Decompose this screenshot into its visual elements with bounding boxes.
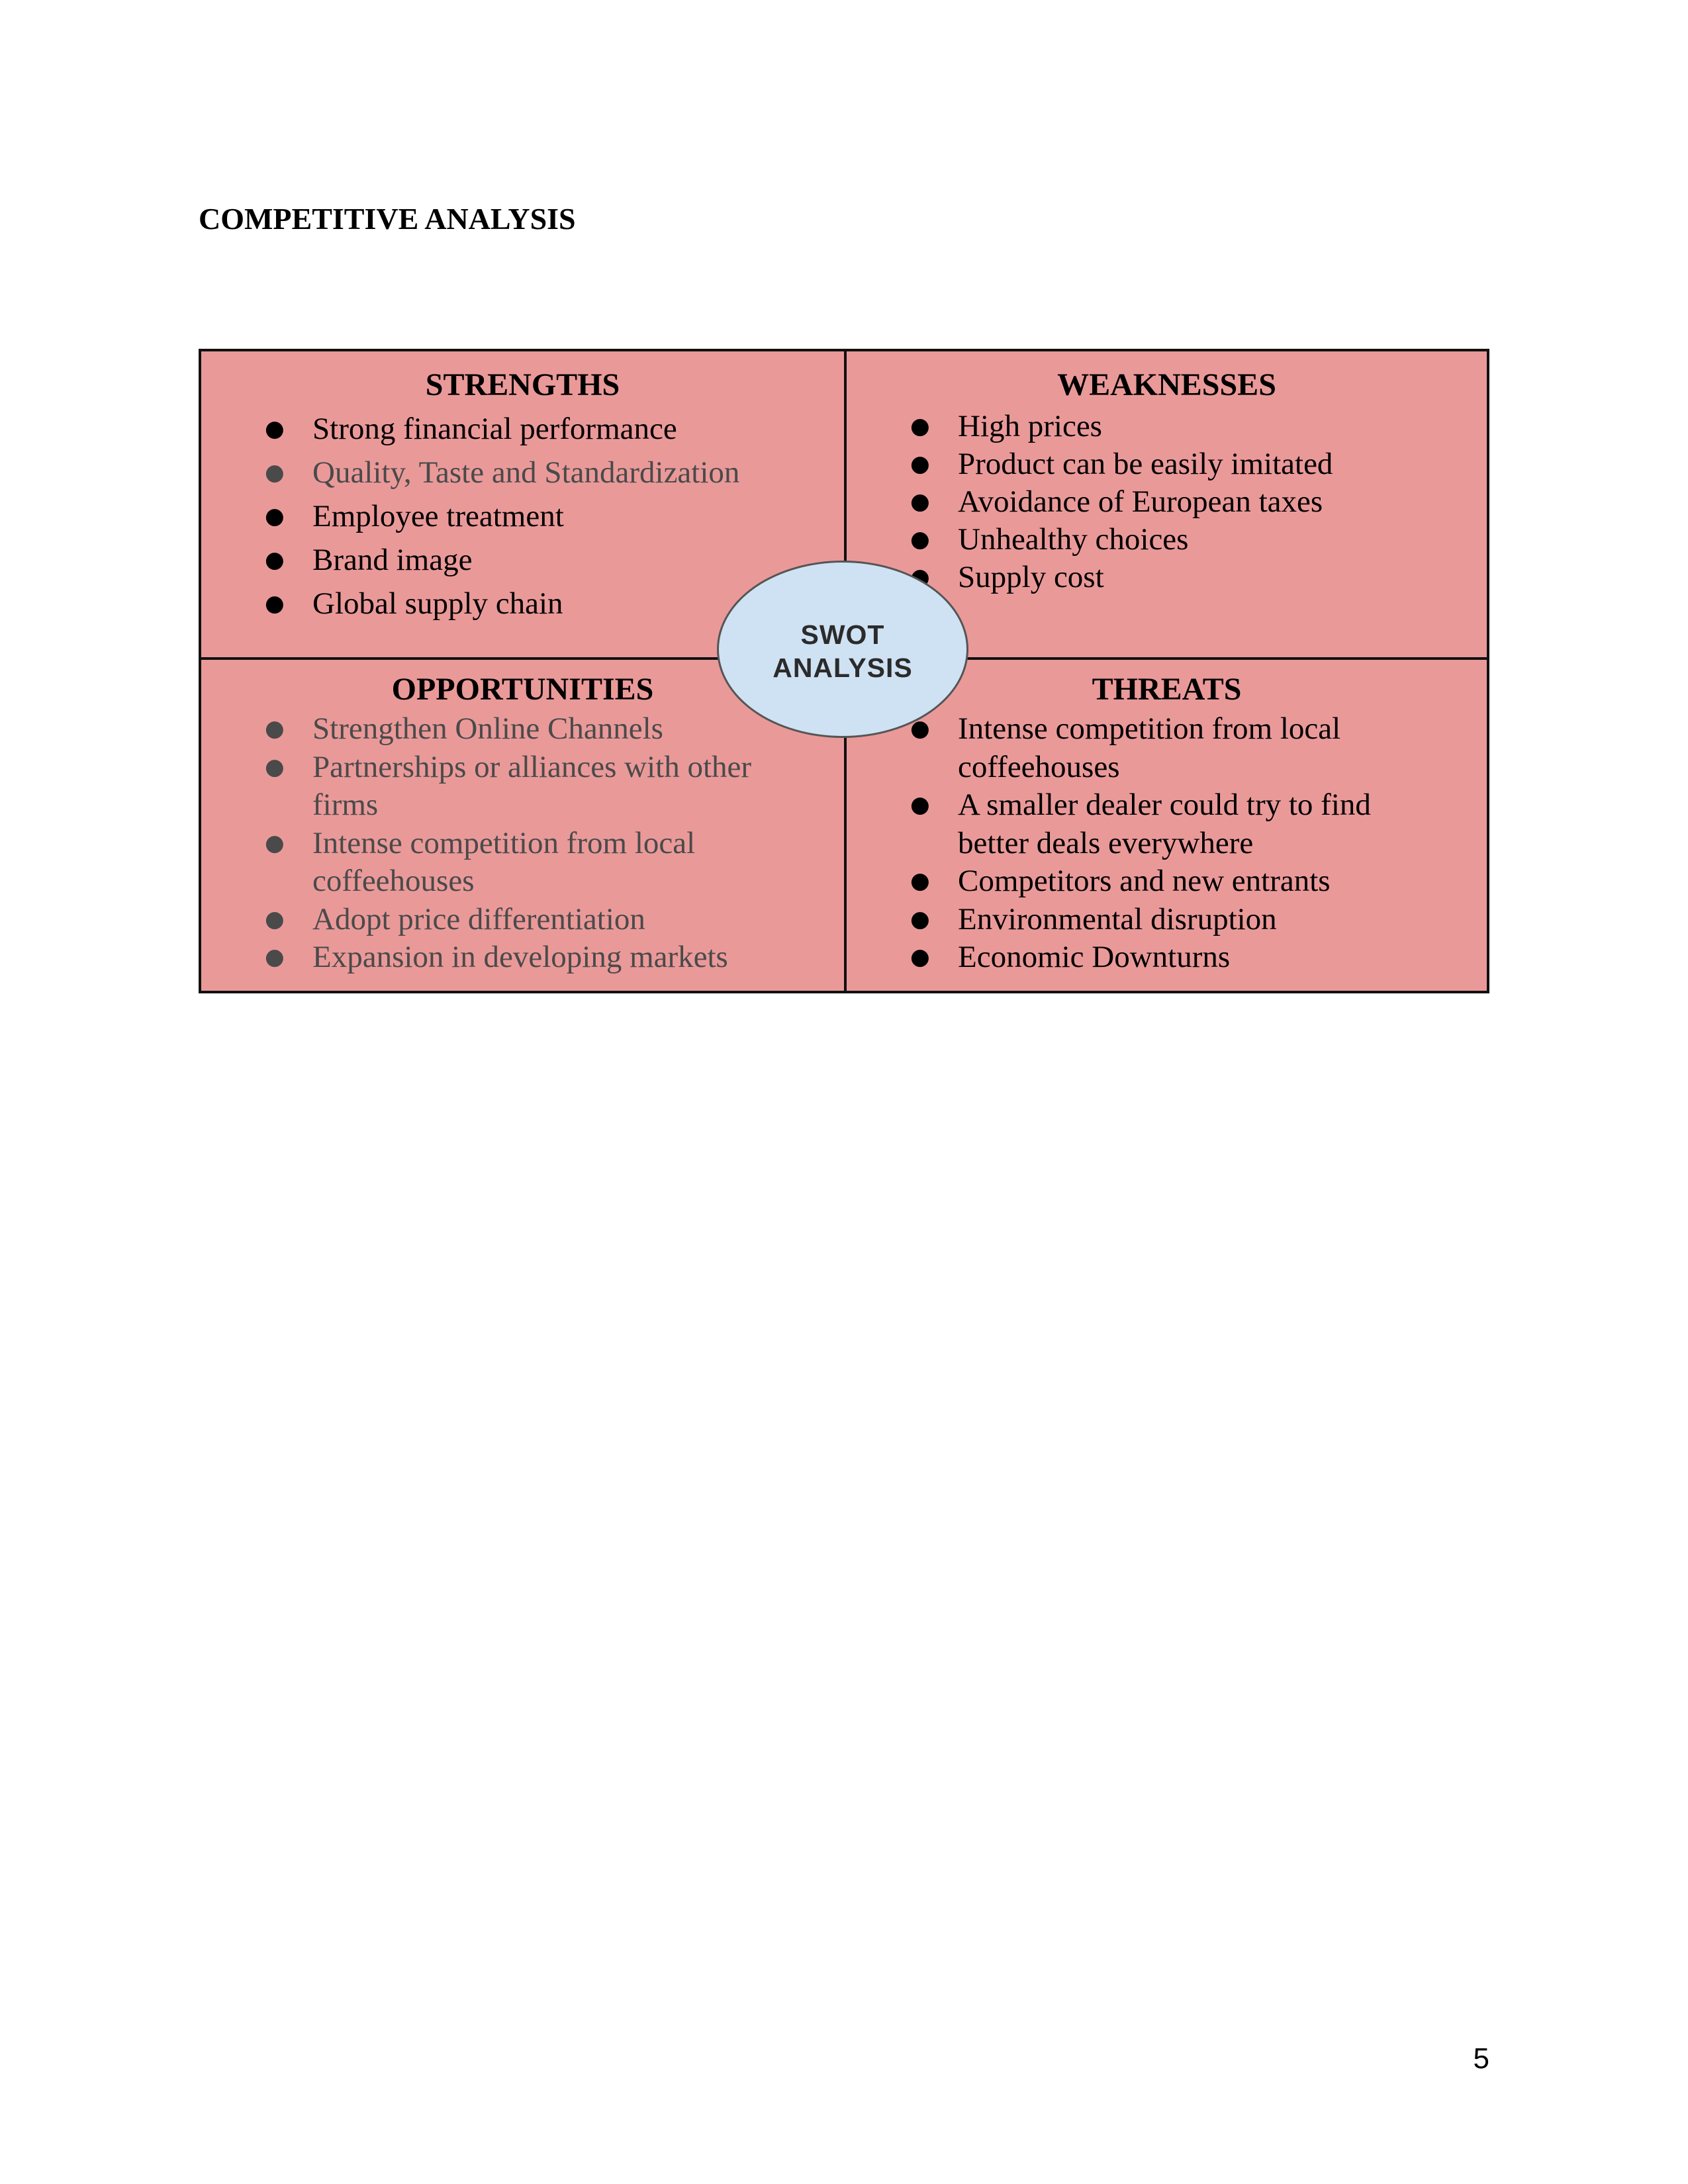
opportunities-title: OPPORTUNITIES bbox=[391, 672, 654, 707]
weaknesses-title: WEAKNESSES bbox=[1057, 367, 1276, 402]
threats-item-text: ● Competitors and new entrants bbox=[958, 864, 1331, 898]
weaknesses-list bbox=[910, 408, 1474, 596]
opportunities-item bbox=[265, 749, 831, 825]
swot-center-label-line2: ANALYSIS bbox=[773, 653, 913, 683]
weaknesses-item bbox=[910, 559, 1474, 596]
weaknesses-item bbox=[910, 521, 1474, 559]
threats-item-text: ● Economic Downturns bbox=[958, 940, 1231, 974]
weaknesses-item bbox=[910, 445, 1474, 483]
strengths-item-text: Quality, Taste and Standardization bbox=[312, 455, 740, 490]
strengths-item bbox=[265, 451, 831, 494]
opportunities-quadrant bbox=[201, 660, 844, 991]
weaknesses-item-text: Unhealthy choices bbox=[958, 522, 1189, 557]
weaknesses-item bbox=[910, 408, 1474, 445]
opportunities-item-text: ● Partnerships or alliances with other bbox=[312, 749, 752, 784]
threats-item bbox=[910, 862, 1474, 901]
opportunities-item-text: ● Expansion in developing markets bbox=[312, 940, 728, 974]
opportunities-item-text: ● Strengthen Online Channels bbox=[312, 711, 663, 746]
opportunities-item-text-continued: firms bbox=[312, 788, 379, 822]
threats-item-text-continued: better deals everywhere bbox=[958, 825, 1254, 860]
opportunities-item-text-continued: coffeehouses bbox=[312, 864, 475, 898]
opportunities-item-text: ● Adopt price differentiation bbox=[312, 901, 645, 936]
weaknesses-item-text: Supply cost bbox=[958, 560, 1104, 594]
threats-item bbox=[910, 786, 1474, 862]
page-heading: COMPETITIVE ANALYSIS bbox=[199, 202, 576, 236]
swot-center-ellipse bbox=[717, 561, 968, 738]
threats-item bbox=[910, 710, 1474, 786]
opportunities-item bbox=[265, 825, 831, 901]
opportunities-item-text: ● Intense competition from local bbox=[312, 825, 696, 860]
opportunities-list bbox=[265, 710, 831, 977]
page-number: 5 bbox=[1473, 2042, 1489, 2075]
swot-center-label-line1: SWOT bbox=[800, 619, 885, 650]
threats-item bbox=[910, 938, 1474, 977]
strengths-item-text: Brand image bbox=[312, 543, 473, 577]
strengths-item-text: Global supply chain bbox=[312, 586, 563, 621]
strengths-title: STRENGTHS bbox=[425, 367, 620, 402]
threats-item-text: ● A smaller dealer could try to find bbox=[958, 788, 1371, 822]
strengths-item-text: Employee treatment bbox=[312, 499, 564, 533]
strengths-item-text: Strong financial performance bbox=[312, 412, 677, 446]
weaknesses-item-text: Product can be easily imitated bbox=[958, 447, 1333, 481]
threats-list bbox=[910, 710, 1474, 977]
swot-center-label bbox=[719, 618, 966, 684]
threats-item-text: ● Environmental disruption bbox=[958, 901, 1277, 936]
weaknesses-item-text: Avoidance of European taxes bbox=[958, 484, 1323, 519]
threats-item bbox=[910, 901, 1474, 939]
threats-item-text-continued: coffeehouses bbox=[958, 749, 1120, 784]
weaknesses-item-text: High prices bbox=[958, 409, 1102, 443]
opportunities-item bbox=[265, 901, 831, 939]
strengths-item bbox=[265, 407, 831, 451]
threats-title: THREATS bbox=[1092, 672, 1242, 707]
threats-item-text: ● Intense competition from local bbox=[958, 711, 1341, 746]
weaknesses-item bbox=[910, 483, 1474, 521]
strengths-item bbox=[265, 494, 831, 538]
opportunities-item bbox=[265, 710, 831, 749]
opportunities-item bbox=[265, 938, 831, 977]
threats-quadrant bbox=[847, 660, 1487, 991]
strengths-item bbox=[265, 538, 831, 582]
